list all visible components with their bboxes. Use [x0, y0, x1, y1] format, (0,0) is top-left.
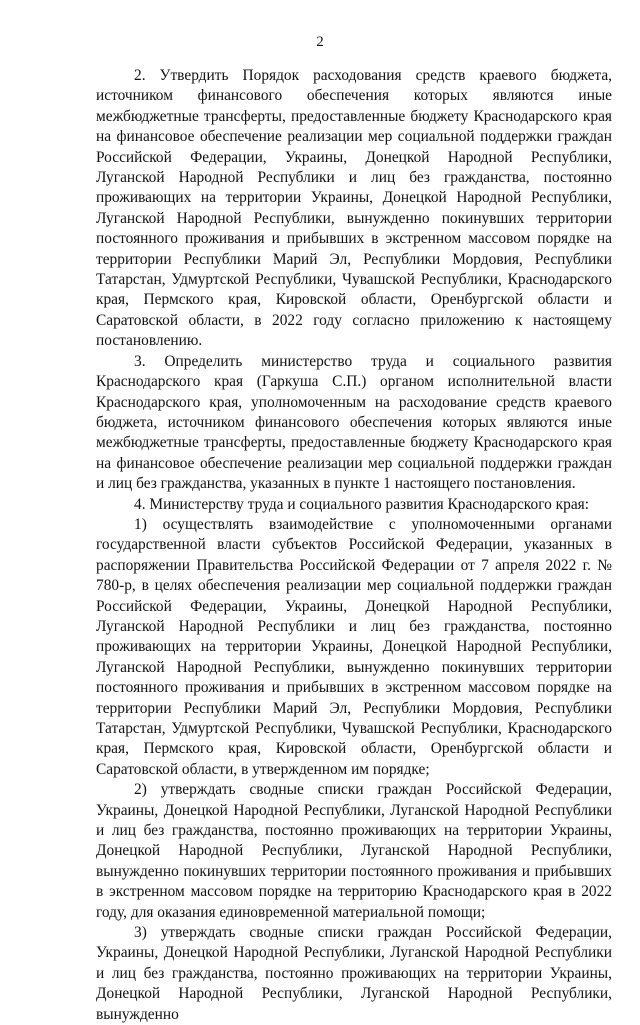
paragraph-2: 2. Утвердить Порядок расходования средств краевого бюджета, источником финансового обеспечения которых являются иные межбюджетные трансферты, предоставленные бюджету Краснодарского края на финансовое обеспечение реализации мер социальной поддержки граждан Российской Федерации, Украины, Донецкой Народной Республики, Луганской Народной Республики и лиц без гражданства, постоянно проживающих на территории Украины, Донецкой Народной Республики, Луганской Народной Республики, вынужденно покинувших территории постоянного проживания и прибывших в экстренном массовом порядке на территории Республики Марий Эл, Республики Мордовия, Республики Татарстан, Удмуртской Республики, Чувашской Республики, Краснодарского края, Пермского края, Кировской области, Оренбургской области и Саратовской области, в 2022 году согласно приложению к настоящему постановлению.	[96, 67, 612, 350]
paragraph-4-3: 3) утверждать сводные списки граждан Российской Федерации, Украины, Донецкой Народной Республики, Луганской Народной Республики и лиц без гражданства, постоянно проживающих на территории Украины, Донецкой Народной Республики, Луганской Народной Республики, вынужденно	[96, 924, 612, 1023]
page-number: 2	[316, 34, 324, 50]
document-body	[96, 66, 612, 1025]
paragraph-3: 3. Определить министерство труда и социального развития Краснодарского края (Гаркуша С.П.) органом исполнительной власти Краснодарского края, уполномоченным на расходование средств краевого бюджета, источником финансового обеспечения которых являются иные межбюджетные трансферты, предоставленные бюджету Краснодарского края на финансовое обеспечение реализации мер социальной поддержки граждан и лиц без гражданства, указанных в пункте 1 настоящего постановления.	[96, 352, 612, 493]
paragraph-4-1: 1) осуществлять взаимодействие с уполномоченными органами государственной власти субъектов Российской Федерации, указанных в распоряжении Правительства Российской Федерации от 7 апреля 2022 г. № 780-р, в целях обеспечения реализации мер социальной поддержки граждан Российской Федерации, Украины, Донецкой Народной Республики, Луганской Народной Республики и лиц без гражданства, постоянно проживающих на территории Украины, Донецкой Народной Республики, Луганской Народной Республики, вынужденно покинувших территории постоянного проживания и прибывших в экстренном массовом порядке на территории Республики Марий Эл, Республики Мордовия, Республики Татарстан, Удмуртской Республики, Чувашской Республики, Краснодарского края, Пермского края, Кировской области, Оренбургской области и Саратовской области, в утвержденном им порядке;	[96, 515, 612, 778]
paragraph-4: 4. Министерству труда и социального развития Краснодарского края:	[134, 495, 590, 513]
paragraph-4-2: 2) утверждать сводные списки граждан Российской Федерации, Украины, Донецкой Народной Республики, Луганской Народной Республики и лиц без гражданства, постоянно проживающих на территории Украины, Донецкой Народной Республики, Луганской Народной Республики, вынужденно покинувших территории постоянного проживания и прибывших в экстренном массовом порядке на территорию Краснодарского края в 2022 году, для оказания единовременной материальной помощи;	[96, 781, 612, 921]
